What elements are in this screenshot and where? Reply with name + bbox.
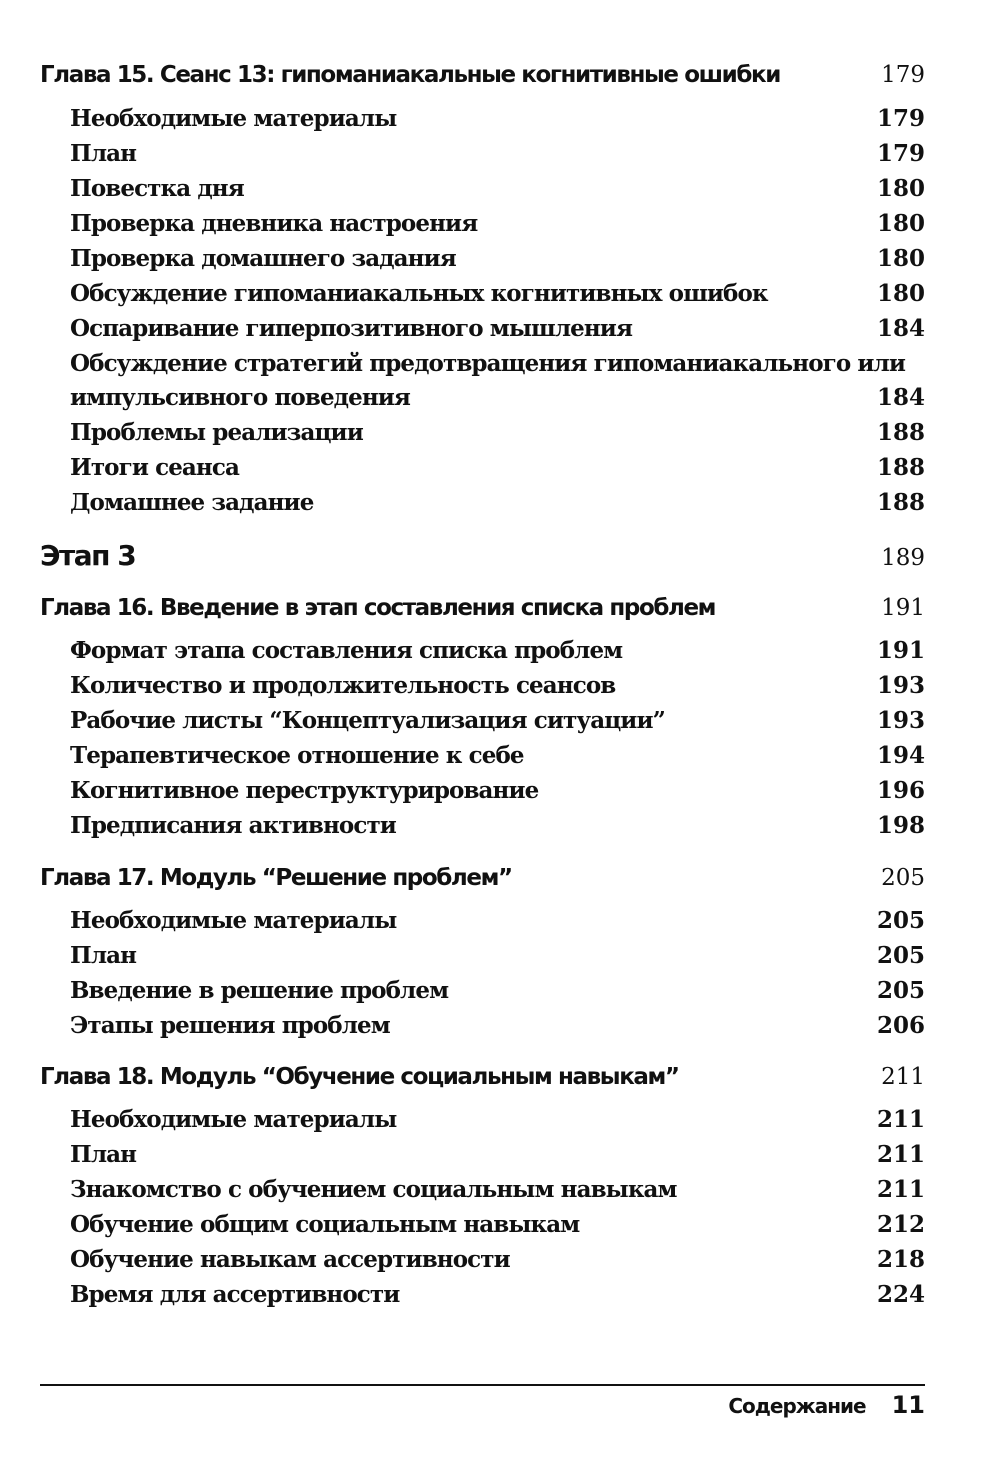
entry-label: Обучение навыкам ассертивности [70,1246,510,1273]
toc-entry [70,175,925,202]
page-number: 179 [876,105,925,132]
entry-label: Обучение общим социальным навыкам [70,1211,580,1238]
entry-label: Необходимые материалы [70,1106,397,1133]
page-number: 211 [876,1106,925,1133]
toc-entry [70,210,925,237]
page-number: 188 [876,489,925,516]
toc-entry [70,280,925,307]
page-footer [728,1391,925,1419]
page-number: 193 [876,672,925,699]
chapter-18-heading [40,1064,925,1090]
toc-entry [70,1176,925,1203]
entry-label: Необходимые материалы [70,907,397,934]
toc-entry [70,1211,925,1238]
entry-label: Терапевтическое отношение к себе [70,742,524,769]
entry-label: Когнитивное переструктурирование [70,777,539,804]
entry-label: План [70,1141,137,1168]
entry-label: Введение в решение проблем [70,977,449,1004]
chapter-title: Глава 16. Введение в этап составления списка проблем [40,595,716,621]
toc-entry [70,672,925,699]
page-number: 224 [876,1281,925,1308]
entry-label: Оспаривание гиперпозитивного мышления [70,315,633,342]
page-number: 193 [876,707,925,734]
toc-entry [70,105,925,132]
page-number: 205 [876,907,925,934]
toc-entry [70,942,925,969]
entry-label: Проверка дневника настроения [70,210,478,237]
chapter-16-heading [40,595,925,621]
page-number: 206 [876,1012,925,1039]
chapter-title: Глава 17. Модуль “Решение проблем” [40,865,512,891]
page-number: 211 [876,1176,925,1203]
running-footer-title: Содержание [728,1394,866,1418]
entry-label: Обсуждение гипоманиакальных когнитивных ошибок [70,280,768,307]
entry-label: План [70,942,137,969]
toc-entry [70,140,925,167]
toc-entry [70,637,925,664]
entry-label: Формат этапа составления списка проблем [70,637,623,664]
toc-entry [70,489,925,516]
toc-entry [70,742,925,769]
toc-entry [70,1141,925,1168]
page-number: 184 [876,315,925,342]
toc-entry [70,1281,925,1308]
entry-label: Повестка дня [70,175,244,202]
toc-entry [70,812,925,839]
toc-entry [70,1246,925,1273]
chapter-title: Глава 15. Сеанс 13: гипоманиакальные когнитивные ошибки [40,62,780,88]
chapter-17-heading [40,865,925,891]
page-number: 184 [876,384,925,411]
entry-label: Знакомство с обучением социальным навыкам [70,1176,677,1203]
page-number: 194 [876,742,925,769]
toc-entry [70,245,925,272]
page-number: 211 [881,1064,925,1090]
toc-entry [70,384,925,411]
entry-label: Этапы решения проблем [70,1012,390,1039]
page-number: 188 [876,454,925,481]
page-number: 211 [876,1141,925,1168]
page-number: 189 [881,545,925,571]
entry-label: Итоги сеанса [70,454,239,481]
page-number: 205 [876,977,925,1004]
footer-page-number: 11 [891,1391,925,1419]
entry-label-line1: Обсуждение стратегий предотвращения гипоманиакального или [70,350,906,377]
entry-label: Проверка домашнего задания [70,245,456,272]
stage-3-heading [40,539,925,572]
page-number: 180 [876,280,925,307]
entry-label: Необходимые материалы [70,105,397,132]
footer-divider [40,1384,925,1386]
toc-entry [70,1012,925,1039]
page-number: 179 [881,62,925,88]
page-number: 205 [876,942,925,969]
toc-entry [70,454,925,481]
page-number: 191 [881,595,925,621]
toc-entry [70,977,925,1004]
toc-entry [70,707,925,734]
page-number: 180 [876,175,925,202]
entry-label-line2: импульсивного поведения [70,384,411,411]
page-number: 198 [876,812,925,839]
entry-label: Предписания активности [70,812,396,839]
toc-entry [70,315,925,342]
toc-entry [70,1106,925,1133]
entry-label: Проблемы реализации [70,419,363,446]
entry-label: Рабочие листы “Концептуализация ситуации” [70,707,665,734]
chapter-title: Глава 18. Модуль “Обучение социальным навыкам” [40,1064,679,1090]
toc-entry [70,419,925,446]
page-number: 180 [876,245,925,272]
page-number: 218 [876,1246,925,1273]
page-number: 212 [876,1211,925,1238]
entry-label: Количество и продолжительность сеансов [70,672,616,699]
entry-label: План [70,140,137,167]
page-number: 191 [876,637,925,664]
toc-entry [70,907,925,934]
page-number: 196 [876,777,925,804]
toc-entry [70,777,925,804]
entry-label: Время для ассертивности [70,1281,400,1308]
entry-label: Домашнее задание [70,489,314,516]
page-number: 180 [876,210,925,237]
page-number: 179 [876,140,925,167]
chapter-15-heading [40,62,925,88]
page-number: 205 [881,865,925,891]
stage-title: Этап 3 [40,539,136,572]
page-number: 188 [876,419,925,446]
